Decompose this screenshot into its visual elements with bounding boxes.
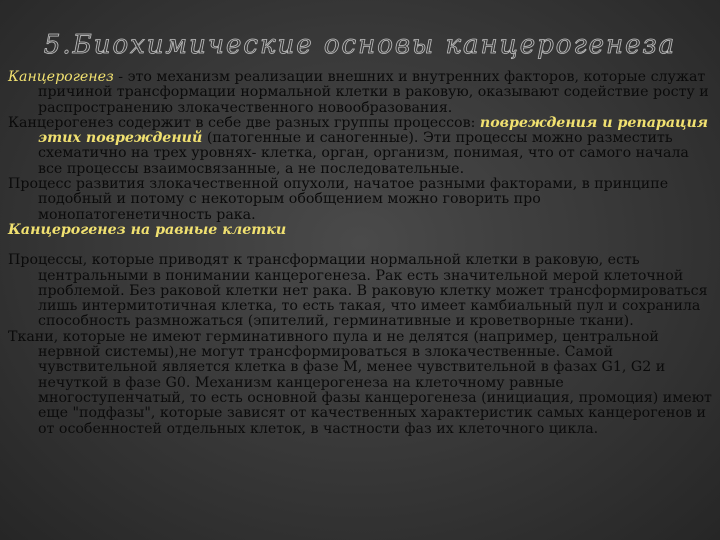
section-heading-text: Канцерогенез на равные клетки [8, 221, 287, 238]
paragraph-development: Процесс развития злокачественной опухоли, начатое разными факторами, в принципе подобный и потому с некоторым обобщением можно говорить про монопатогенетичность рака. [8, 176, 669, 223]
paragraph-tissues: Ткани, которые не имеют герминативного пула и не делятся (например, центральной нервной системы),не могут трансформироваться в злокачественные. Самой чувствительной является клетка в фазе М, менее чувствительной в фазах G1, G2 и нечуткой в фазе G0. Механизм канцерогенеза на клеточному равные многоступенчатый, то есть основной фазы канцерогенеза (инициация, промоция) имеют еще "подфазы", которые зависят от качественных характеристик самых канцерогенов и от особенностей отдельных клеток, в частности фаз их клеточного цикла. [8, 328, 712, 437]
processes-post: (патогенные и саногенные). Эти процессы можно разместить схематично на трех уровнях- клетка, орган, организм, понимая, что от самого начала все процессы взаимосвязанные, а не последовательные. [38, 130, 689, 177]
term-carcinogenesis: Канцерогенез [8, 69, 114, 85]
slide-title: 5.Биохимические основы канцерогенеза [43, 30, 677, 60]
processes-pre: Канцерогенез содержит в себе две разных группы процессов: [8, 114, 480, 131]
processes-highlight: повреждения и репарация этих повреждений [38, 114, 709, 147]
section-heading [6, 223, 712, 238]
definition-text: - это механизм реализации внешних и внутренних факторов, которые служат причиной трансформации нормальной клетки в раковую, оказывают содействие росту и распространению злокачественного новообразования. [38, 69, 709, 116]
paragraph-processes [6, 116, 712, 177]
paragraph-transformation: Процессы, которые приводят к трансформации нормальной клетки в раковую, есть центральными в понимании канцерогенеза. Рак есть значительной мерой клеточной проблемой. Без раковой клетки нет рака. В раковую клетку может трансформироваться лишь интермитотичная клетка, то есть такая, что имеет камбиальный пул и сохранила способность размножаться (эпителий, герминативные и кроветворные ткани). [8, 252, 708, 330]
paragraph-definition [6, 70, 712, 116]
slide-body [6, 70, 712, 437]
